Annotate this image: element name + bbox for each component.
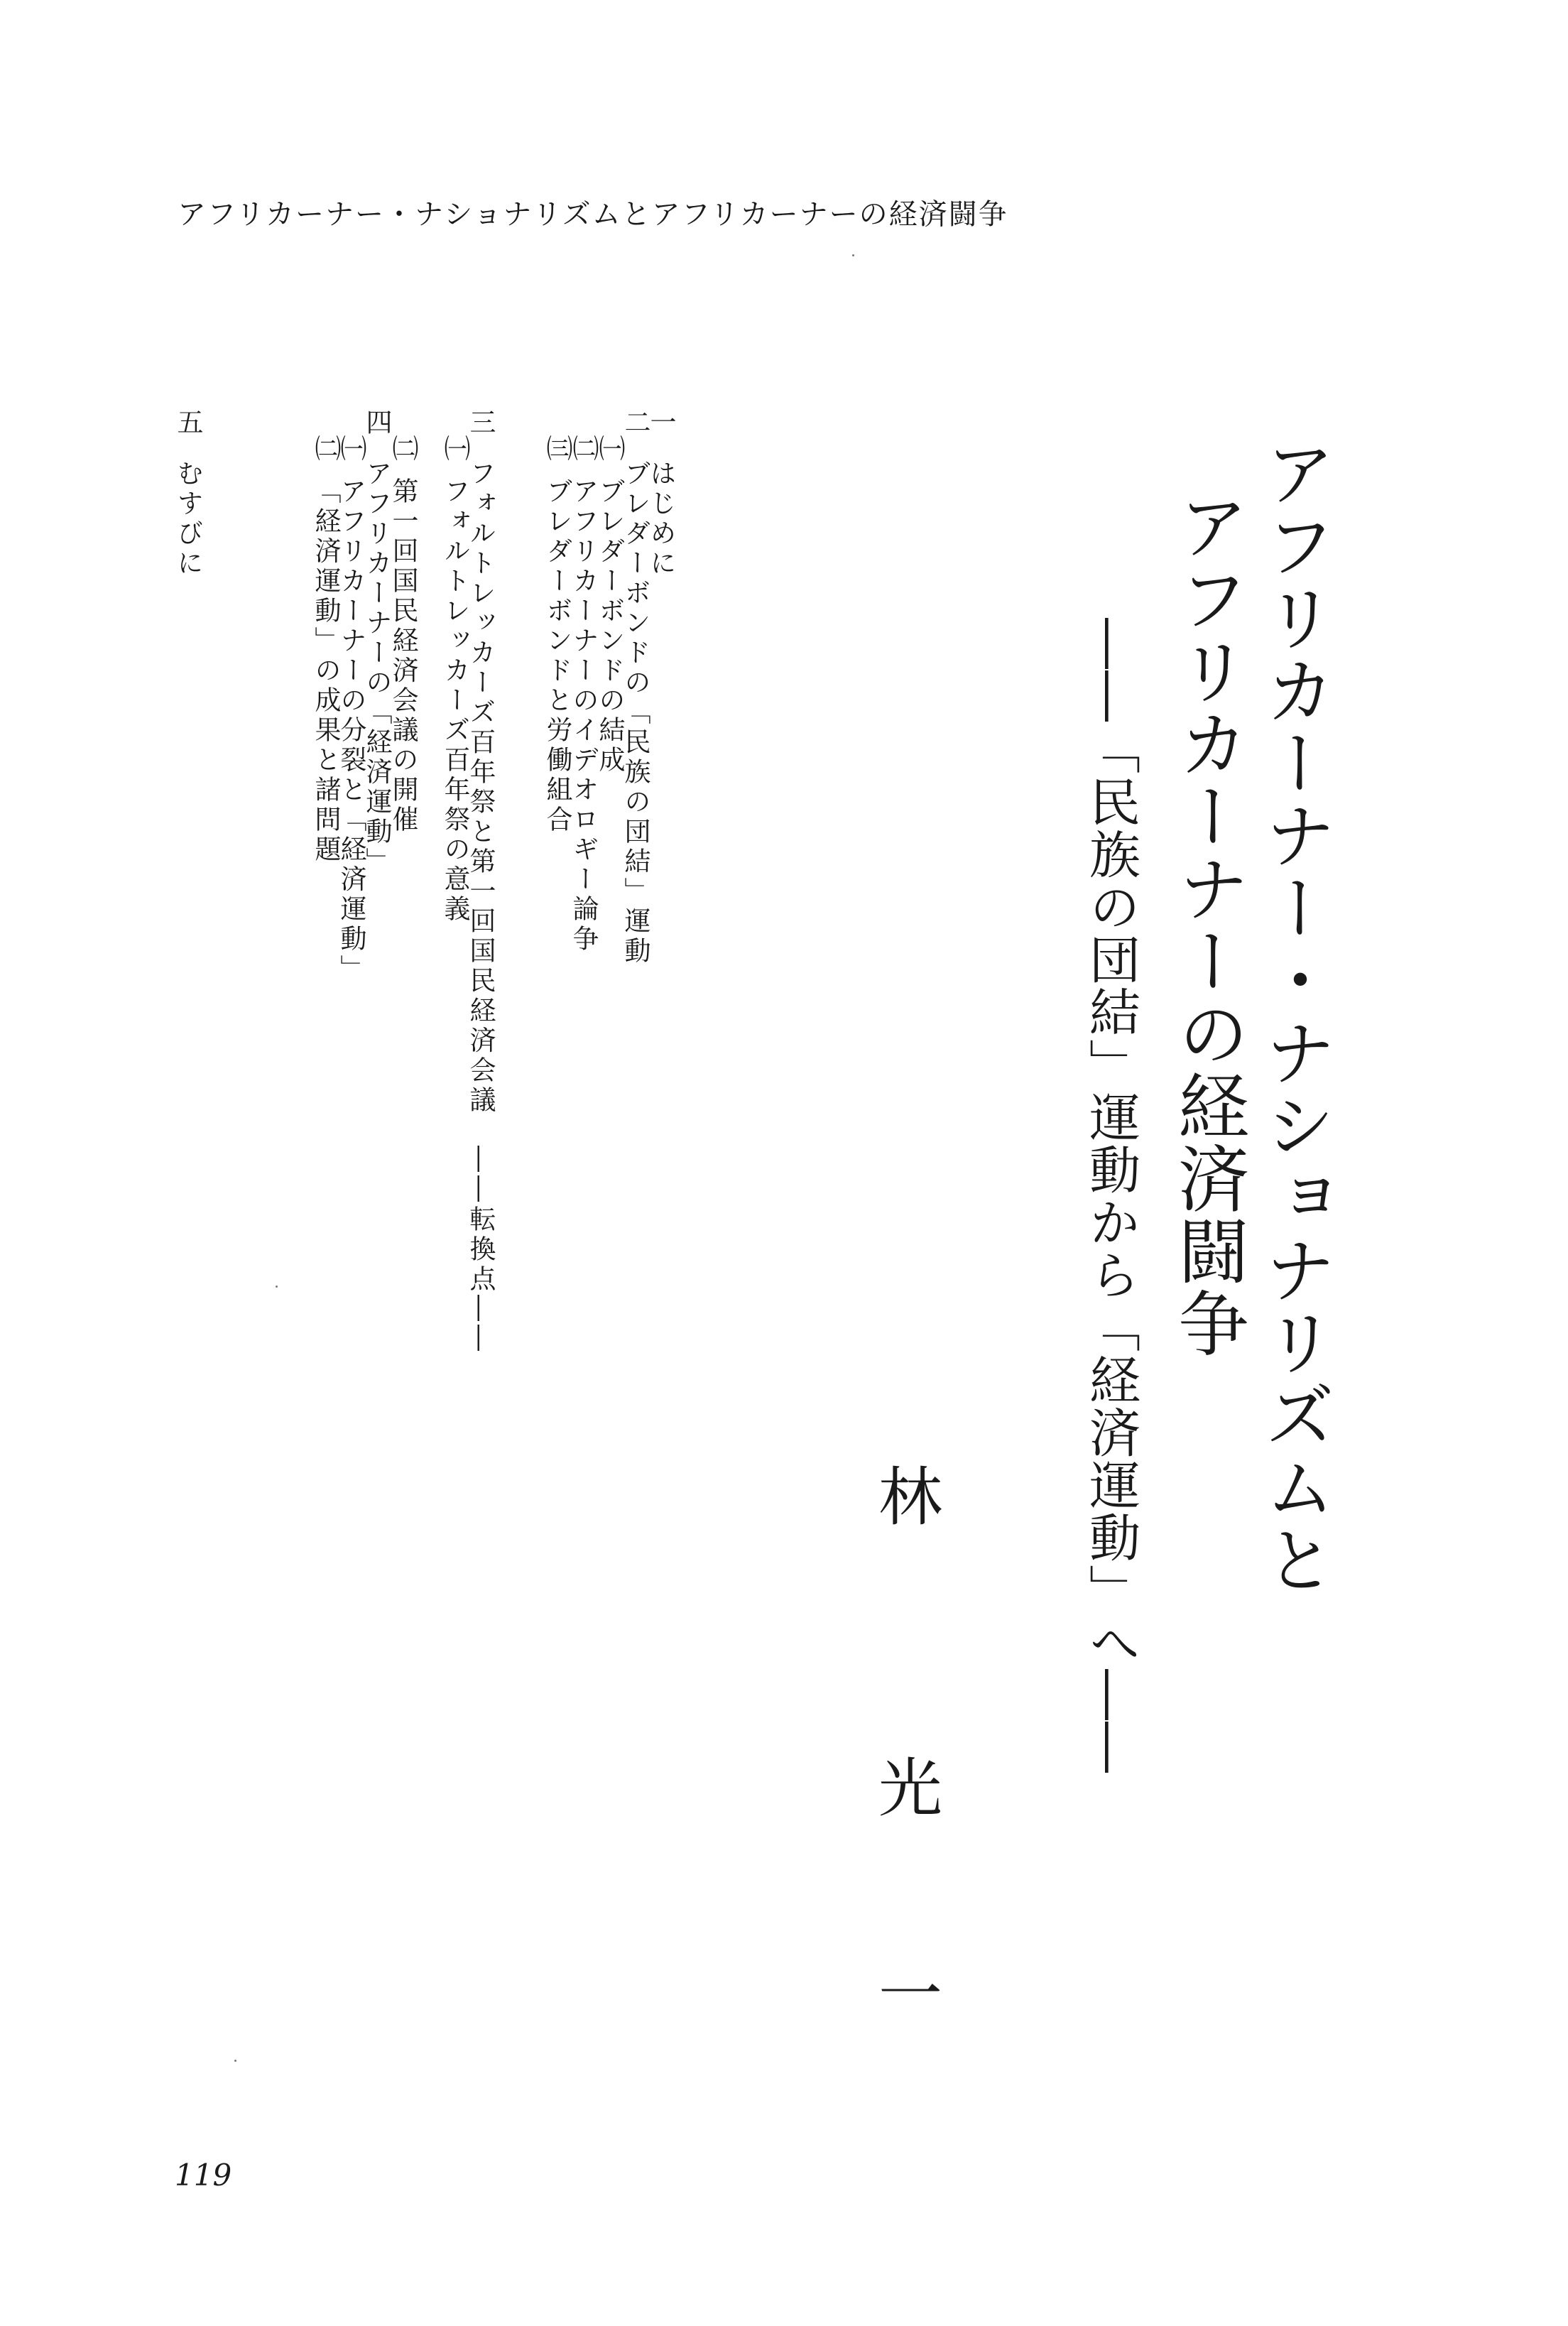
- toc-entry-text: はじめに: [646, 460, 676, 579]
- toc-entry-num: 五: [173, 408, 203, 438]
- scan-speck: [234, 2060, 236, 2062]
- toc-entry-text: ブレダーボンドの結成: [594, 477, 625, 776]
- author-name-3: 一: [867, 1960, 942, 2024]
- toc-entry-text: アフリカーナーの「経済運動」: [361, 460, 392, 877]
- toc-entry: [338, 435, 364, 984]
- toc-entry-num: 四: [361, 408, 392, 438]
- toc-entry: [175, 408, 201, 579]
- subtitle: ――「民族の団結」運動から「経済運動」へ――: [1081, 618, 1140, 1774]
- toc-entry-num: ㈡: [310, 435, 341, 464]
- author-name-2: 光: [867, 1754, 942, 1818]
- toc-entry: [544, 435, 570, 835]
- toc-entry-text: アフリカーナーの分裂と「経済運動」: [336, 477, 366, 984]
- toc-entry: [312, 435, 339, 865]
- toc-entry: [622, 408, 648, 967]
- scan-speck: [276, 1286, 278, 1288]
- title-line-1: アフリカーナー・ナショナリズムと: [1253, 437, 1336, 1596]
- toc-entry-num: 三: [465, 408, 496, 438]
- toc-entry-num: ㈠: [440, 435, 470, 464]
- title-line-2: アフリカーナーの経済闘争: [1166, 490, 1249, 1359]
- toc-entry-text: ブレダーボンドと労働組合: [542, 477, 572, 835]
- toc-entry-num: ㈢: [542, 435, 572, 464]
- toc-entry: [648, 408, 674, 579]
- toc-entry-num: ㈡: [568, 435, 599, 464]
- author-name-1: 林: [867, 1463, 942, 1527]
- page-number: 119: [175, 2158, 232, 2192]
- toc-entry: [570, 435, 597, 955]
- scan-speck: [852, 254, 854, 256]
- toc-entry-text: フォルトレッカーズ百年祭と第一回国民経済会議 ――転換点――: [465, 460, 496, 1354]
- toc-entry-text: むすびに: [173, 460, 203, 579]
- toc-entry-text: フォルトレッカーズ百年祭の意義: [440, 477, 470, 925]
- toc-entry-num: 一: [646, 408, 676, 438]
- toc-entry-num: ㈠: [336, 435, 366, 464]
- running-head: アフリカーナー・ナショナリズムとアフリカーナーの経済闘争: [178, 198, 1008, 231]
- toc-entry-text: 第一回国民経済会議の開催: [388, 477, 418, 835]
- toc-entry-num: ㈠: [594, 435, 625, 464]
- toc-entry: [390, 435, 416, 835]
- toc-entry-text: アフリカーナーのイデオロギー論争: [568, 477, 599, 955]
- toc-entry: [467, 408, 494, 1354]
- toc-entry-num: 二: [620, 408, 650, 438]
- toc-entry-num: ㈡: [388, 435, 418, 464]
- toc-entry: [442, 435, 468, 925]
- toc-entry: [594, 435, 625, 776]
- toc-entry-text: 「経済運動」の成果と諸問題: [310, 477, 341, 865]
- toc-entry: [361, 408, 392, 877]
- toc-entry-text: ブレダーボンドの「民族の団結」運動: [620, 460, 650, 967]
